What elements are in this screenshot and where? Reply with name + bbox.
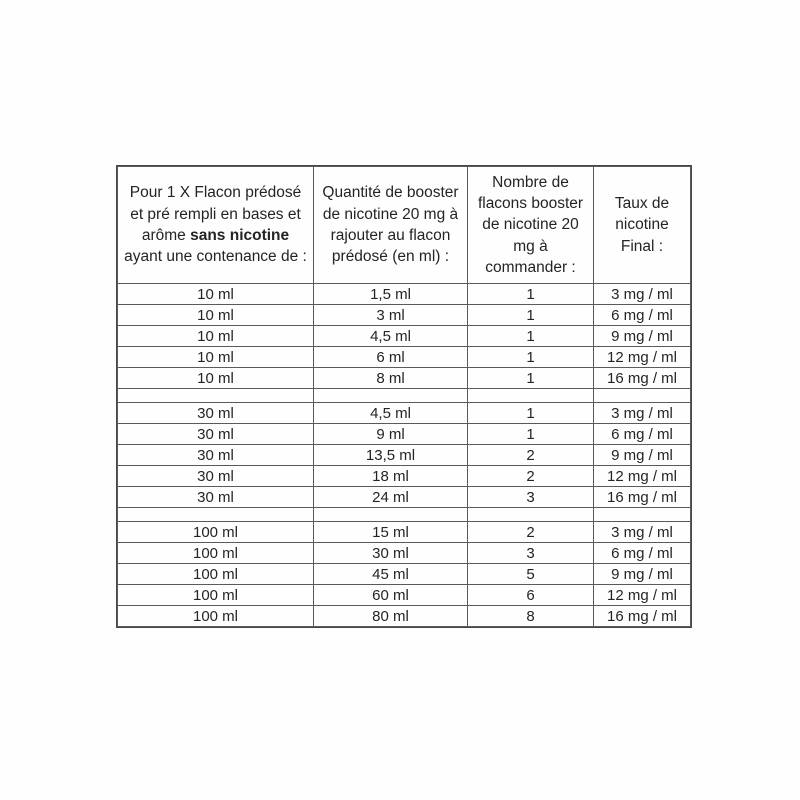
table-row: [118, 284, 691, 305]
separator-row: [118, 508, 691, 522]
header-contenance-bold: sans nicotine: [190, 227, 290, 244]
cell-contenance: 100 ml: [118, 564, 314, 585]
table-row: [118, 522, 691, 543]
separator-row: [118, 389, 691, 403]
cell-taux: 3 mg / ml: [594, 403, 691, 424]
cell-taux: 12 mg / ml: [594, 347, 691, 368]
header-row: [118, 167, 691, 284]
table-row: [118, 347, 691, 368]
table-row: [118, 487, 691, 508]
cell-nombre: 1: [468, 424, 594, 445]
cell-taux: 9 mg / ml: [594, 445, 691, 466]
cell-taux: 6 mg / ml: [594, 424, 691, 445]
cell-quantite: 4,5 ml: [314, 326, 468, 347]
header-contenance: [118, 167, 314, 284]
cell-contenance: 30 ml: [118, 424, 314, 445]
cell-contenance: 30 ml: [118, 445, 314, 466]
cell-quantite: 1,5 ml: [314, 284, 468, 305]
cell-taux: 6 mg / ml: [594, 543, 691, 564]
table-row: [118, 606, 691, 627]
cell-nombre: 1: [468, 403, 594, 424]
cell-quantite: 80 ml: [314, 606, 468, 627]
cell-quantite: 6 ml: [314, 347, 468, 368]
cell-taux: 12 mg / ml: [594, 585, 691, 606]
table-row: [118, 305, 691, 326]
table-row: [118, 466, 691, 487]
header-contenance-text-1: Pour 1 X Flacon prédosé et pré rempli en bases et arôme: [129, 184, 302, 244]
cell-nombre: 6: [468, 585, 594, 606]
cell-contenance: 100 ml: [118, 522, 314, 543]
cell-taux: 16 mg / ml: [594, 487, 691, 508]
separator-cell: [314, 389, 468, 403]
cell-contenance: 100 ml: [118, 606, 314, 627]
cell-nombre: 3: [468, 487, 594, 508]
separator-cell: [118, 389, 314, 403]
cell-quantite: 45 ml: [314, 564, 468, 585]
cell-contenance: 10 ml: [118, 284, 314, 305]
table-row: [118, 326, 691, 347]
cell-taux: 16 mg / ml: [594, 368, 691, 389]
cell-quantite: 30 ml: [314, 543, 468, 564]
separator-cell: [594, 389, 691, 403]
header-contenance-text-2: ayant une contenance de :: [124, 248, 307, 266]
cell-nombre: 5: [468, 564, 594, 585]
cell-quantite: 4,5 ml: [314, 403, 468, 424]
separator-cell: [468, 389, 594, 403]
cell-contenance: 30 ml: [118, 487, 314, 508]
cell-quantite: 15 ml: [314, 522, 468, 543]
cell-nombre: 8: [468, 606, 594, 627]
cell-taux: 16 mg / ml: [594, 606, 691, 627]
cell-quantite: 3 ml: [314, 305, 468, 326]
separator-cell: [468, 508, 594, 522]
cell-nombre: 1: [468, 305, 594, 326]
table-row: [118, 368, 691, 389]
cell-nombre: 3: [468, 543, 594, 564]
table-row: [118, 564, 691, 585]
cell-taux: 3 mg / ml: [594, 522, 691, 543]
cell-quantite: 24 ml: [314, 487, 468, 508]
cell-contenance: 100 ml: [118, 585, 314, 606]
table-row: [118, 445, 691, 466]
header-quantite-booster: Quantité de booster de nicotine 20 mg à rajouter au flacon prédosé (en ml) :: [314, 167, 468, 284]
cell-contenance: 100 ml: [118, 543, 314, 564]
cell-nombre: 1: [468, 326, 594, 347]
cell-nombre: 1: [468, 284, 594, 305]
cell-quantite: 13,5 ml: [314, 445, 468, 466]
separator-cell: [118, 508, 314, 522]
cell-quantite: 18 ml: [314, 466, 468, 487]
cell-taux: 9 mg / ml: [594, 564, 691, 585]
table-row: [118, 585, 691, 606]
cell-nombre: 2: [468, 466, 594, 487]
cell-contenance: 30 ml: [118, 403, 314, 424]
cell-quantite: 60 ml: [314, 585, 468, 606]
cell-contenance: 10 ml: [118, 326, 314, 347]
cell-contenance: 10 ml: [118, 305, 314, 326]
table-row: [118, 424, 691, 445]
cell-taux: 9 mg / ml: [594, 326, 691, 347]
cell-nombre: 1: [468, 368, 594, 389]
cell-nombre: 2: [468, 522, 594, 543]
cell-nombre: 1: [468, 347, 594, 368]
cell-taux: 3 mg / ml: [594, 284, 691, 305]
header-taux-nicotine: Taux de nicotine Final :: [594, 167, 691, 284]
separator-cell: [314, 508, 468, 522]
cell-contenance: 30 ml: [118, 466, 314, 487]
cell-quantite: 8 ml: [314, 368, 468, 389]
cell-taux: 12 mg / ml: [594, 466, 691, 487]
separator-cell: [594, 508, 691, 522]
cell-taux: 6 mg / ml: [594, 305, 691, 326]
table-row: [118, 543, 691, 564]
nicotine-dosage-table: [117, 166, 691, 627]
header-nombre-flacons: Nombre de flacons booster de nicotine 20 mg à commander :: [468, 167, 594, 284]
cell-contenance: 10 ml: [118, 368, 314, 389]
cell-contenance: 10 ml: [118, 347, 314, 368]
cell-nombre: 2: [468, 445, 594, 466]
cell-quantite: 9 ml: [314, 424, 468, 445]
table-row: [118, 403, 691, 424]
